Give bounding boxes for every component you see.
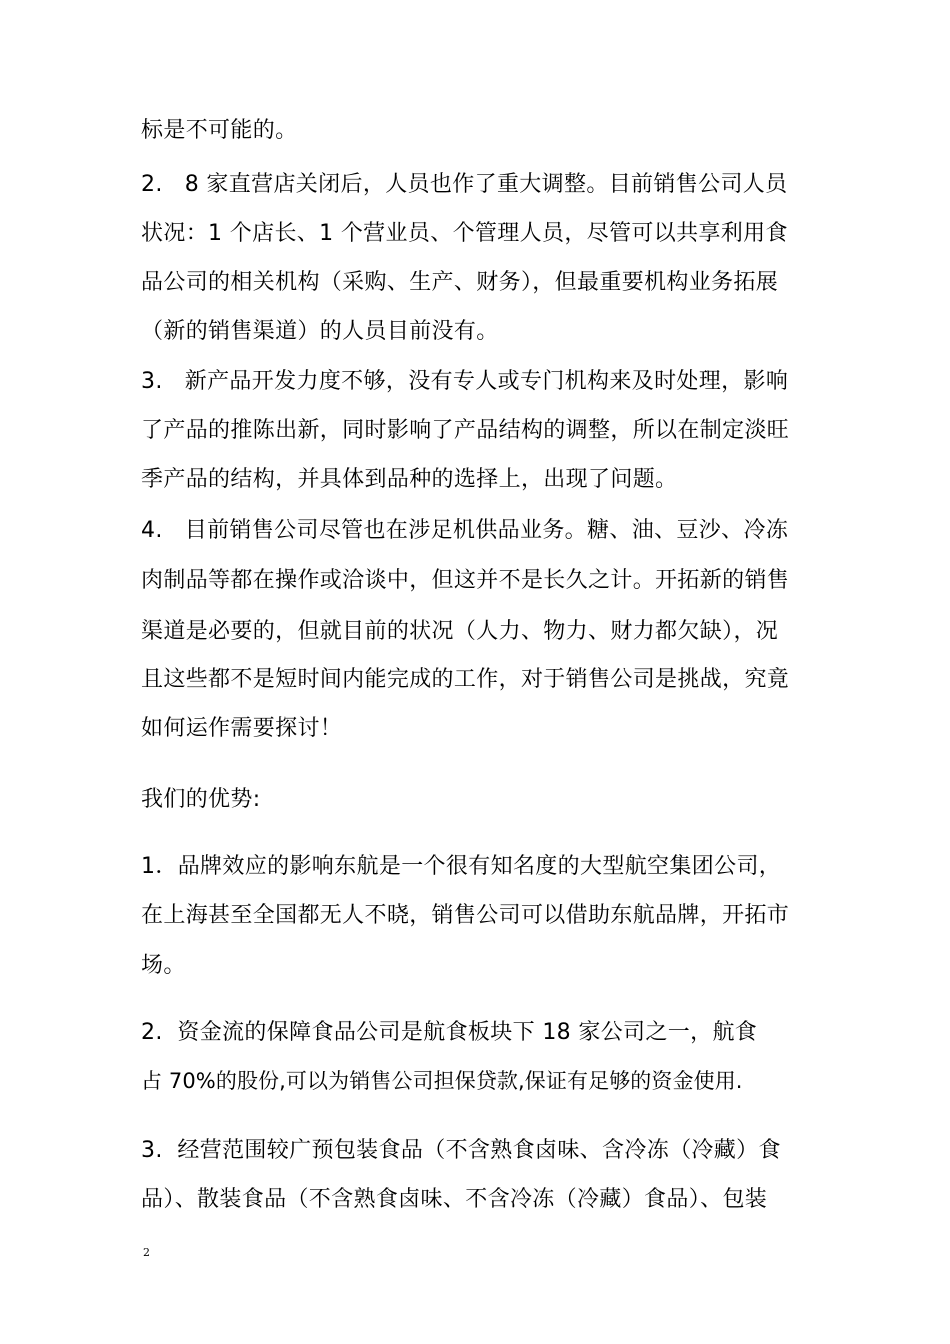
advantage-item-3: 3. 经营范围较广预包装食品（不含熟食卤味、含冷冻（冷藏）食 bbox=[141, 1138, 781, 1163]
text-line: （新的销售渠道）的人员目前没有。 bbox=[141, 319, 499, 344]
list-item-4: 4. 目前销售公司尽管也在涉足机供品业务。糖、油、豆沙、冷冻 bbox=[141, 518, 789, 543]
page-number: 2 bbox=[143, 1246, 150, 1259]
text-line: 渠道是必要的，但就目前的状况（人力、物力、财力都欠缺），况 bbox=[141, 619, 779, 644]
text-line: 季产品的结构，并具体到品种的选择上，出现了问题。 bbox=[141, 467, 678, 492]
advantage-item-1: 1．品牌效应的影响东航是一个很有知名度的大型航空集团公司， bbox=[141, 854, 782, 879]
text-line: 场。 bbox=[141, 953, 186, 978]
text-line: 占 70%的股份,可以为销售公司担保贷款,保证有足够的资金使用. bbox=[141, 1069, 743, 1093]
text-line: 标是不可能的。 bbox=[141, 118, 298, 143]
advantage-item-2: 2. 资金流的保障食品公司是航食板块下 18 家公司之一，航食 bbox=[141, 1020, 758, 1045]
text-line: 如何运作需要探讨！ bbox=[141, 716, 343, 741]
list-item-3: 3. 新产品开发力度不够，没有专人或专门机构来及时处理，影响 bbox=[141, 369, 789, 394]
text-line: 了产品的推陈出新，同时影响了产品结构的调整，所以在制定淡旺 bbox=[141, 418, 790, 443]
text-line: 且这些都不是短时间内能完成的工作，对于销售公司是挑战，究竟 bbox=[141, 667, 790, 692]
text-line: 肉制品等都在操作或洽谈中，但这并不是长久之计。开拓新的销售 bbox=[141, 568, 790, 593]
text-line: 品）、散装食品（不含熟食卤味、不含冷冻（冷藏）食品）、包装 bbox=[141, 1187, 768, 1212]
section-heading: 我们的优势: bbox=[141, 787, 261, 812]
list-item-2: 2. 8 家直营店关闭后，人员也作了重大调整。目前销售公司人员 bbox=[141, 172, 788, 197]
text-line: 品公司的相关机构（采购、生产、财务），但最重要机构业务拓展 bbox=[141, 270, 779, 295]
text-line: 状况：1 个店长、1 个营业员、个管理人员，尽管可以共享利用食 bbox=[141, 221, 788, 246]
text-line: 在上海甚至全国都无人不晓，销售公司可以借助东航品牌，开拓市 bbox=[141, 903, 790, 928]
